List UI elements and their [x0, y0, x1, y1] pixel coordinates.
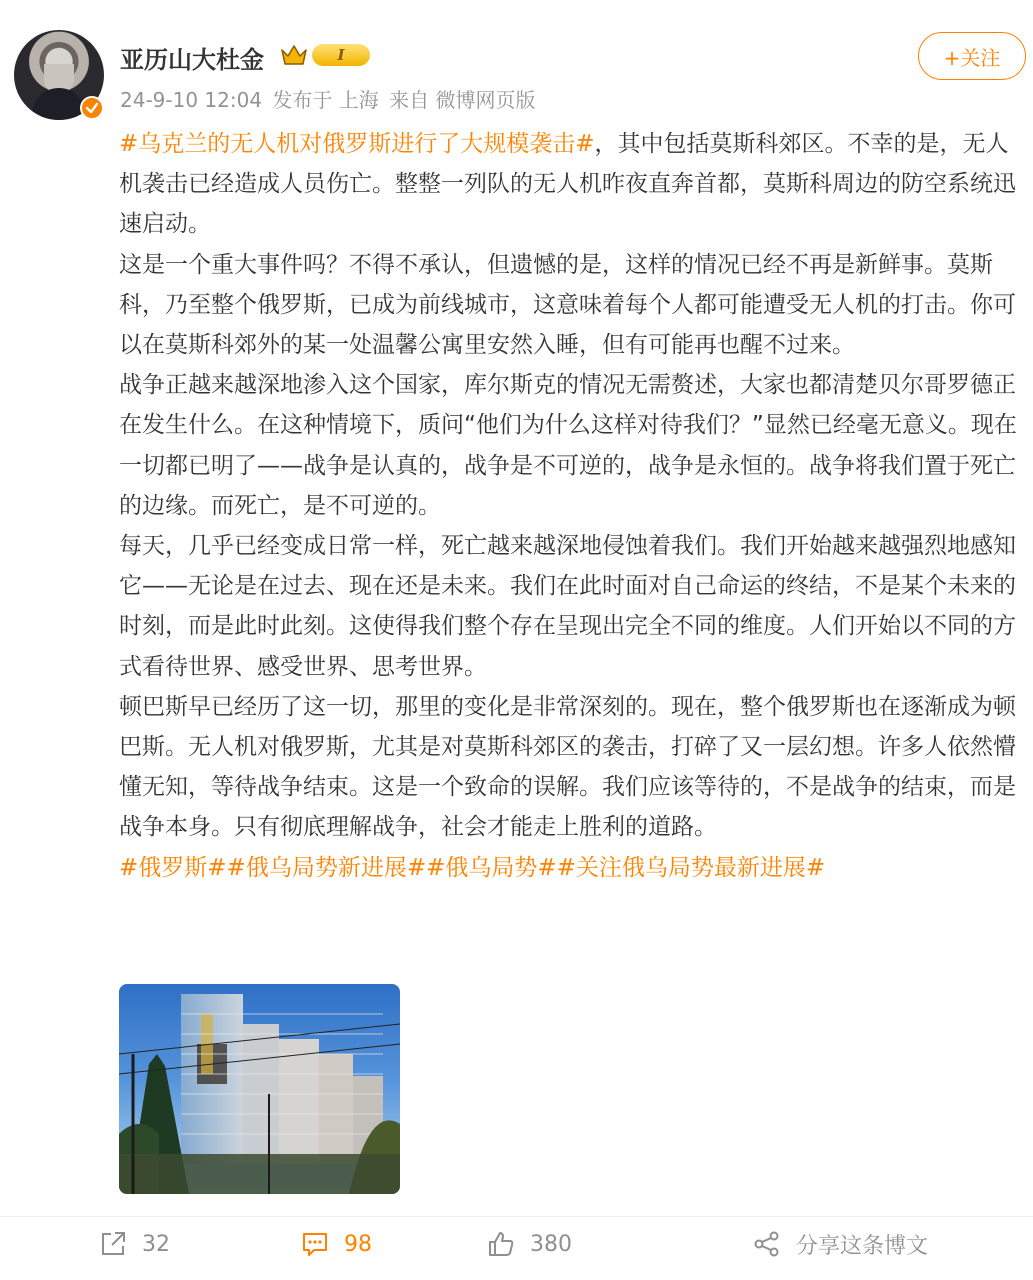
- paragraph-5: 顿巴斯早已经历了这一切，那里的变化是非常深刻的。现在，整个俄罗斯也在逐渐成为顿巴斯。无人机对俄罗斯，尤其是对莫斯科郊区的袭击，打碎了又一层幻想。许多人依然懵懂无知，等待战争结束。这是一个致命的误解。我们应该等待的，不是战争的结束，而是战争本身。只有彻底理解战争，社会才能走上胜利的道路。: [119, 693, 1016, 841]
- comment-count: 98: [344, 1231, 372, 1257]
- like-count: 380: [530, 1231, 572, 1257]
- verified-icon: [80, 96, 104, 120]
- apartment-photo-illustration: [119, 984, 400, 1194]
- post-photo[interactable]: [119, 984, 400, 1194]
- hashtag-link[interactable]: #俄乌局势#: [426, 854, 557, 881]
- paragraph-1: [119, 124, 1021, 245]
- like-button[interactable]: [486, 1227, 572, 1261]
- share-label: 分享这条博文: [796, 1233, 929, 1259]
- crown-icon: [280, 43, 308, 67]
- hashtag-link[interactable]: #俄罗斯#: [119, 854, 227, 881]
- hashtag-link[interactable]: #俄乌局势新进展#: [226, 854, 427, 881]
- user-badges: [280, 43, 370, 67]
- post-content: [119, 124, 1021, 888]
- repost-icon: [98, 1229, 128, 1259]
- comment-icon: [300, 1229, 330, 1259]
- repost-count: 32: [142, 1231, 170, 1257]
- action-bar: [0, 1216, 1033, 1270]
- paragraph-1-text: ，其中包括莫斯科郊区。不幸的是，无人机袭击已经造成人员伤亡。整整一列队的无人机昨夜直奔首都，莫斯科周边的防空系统迅速启动。: [119, 131, 1016, 238]
- paragraph-4: 每天，几乎已经变成日常一样，死亡越来越深地侵蚀着我们。我们开始越来越强烈地感知它——无论是在过去、现在还是未来。我们在此时面对自己命运的终结，不是某个未来的时刻，而是此时此刻。这使得我们整个存在呈现出完全不同的维度。人们开始以不同的方式看待世界、感受世界、思考世界。: [119, 533, 1016, 680]
- hashtag-link[interactable]: #关注俄乌局势最新进展#: [556, 854, 826, 881]
- share-button[interactable]: [752, 1227, 928, 1261]
- avatar-shirt: [32, 88, 86, 120]
- comment-button[interactable]: [300, 1227, 372, 1261]
- post-meta: [120, 84, 540, 113]
- repost-button[interactable]: [98, 1227, 170, 1261]
- post-time[interactable]: 24-9-10 12:04: [120, 88, 263, 112]
- username[interactable]: 亚历山大杜金: [120, 46, 264, 74]
- level-badge: I: [312, 44, 370, 66]
- post-location: 发布于 上海: [272, 88, 379, 112]
- paragraph-3: 战争正越来越深地渗入这个国家，库尔斯克的情况无需赘述，大家也都清楚贝尔哥罗德正在发生什么。在这种情境下，质问“他们为什么这样对待我们？”显然已经毫无意义。现在一切都已明了——战争是认真的，战争是不可逆的，战争是永恒的。战争将我们置于死亡的边缘。而死亡，是不可逆的。: [119, 372, 1017, 519]
- hashtag-link[interactable]: #乌克兰的无人机对俄罗斯进行了大规模袭击#: [119, 131, 595, 157]
- post-header: [14, 30, 1024, 122]
- hashtag-list: [119, 848, 1021, 888]
- post-source: 来自 微博网页版: [389, 88, 536, 112]
- share-icon: [752, 1229, 782, 1259]
- follow-button[interactable]: +关注: [918, 32, 1026, 80]
- paragraph-2: 这是一个重大事件吗？不得不承认，但遗憾的是，这样的情况已经不再是新鲜事。莫斯科，乃至整个俄罗斯，已成为前线城市，这意味着每个人都可能遭受无人机的打击。你可以在莫斯科郊外的某一处温馨公寓里安然入睡，但有可能再也醒不过来。: [119, 251, 1016, 359]
- thumbs-up-icon: [486, 1229, 516, 1259]
